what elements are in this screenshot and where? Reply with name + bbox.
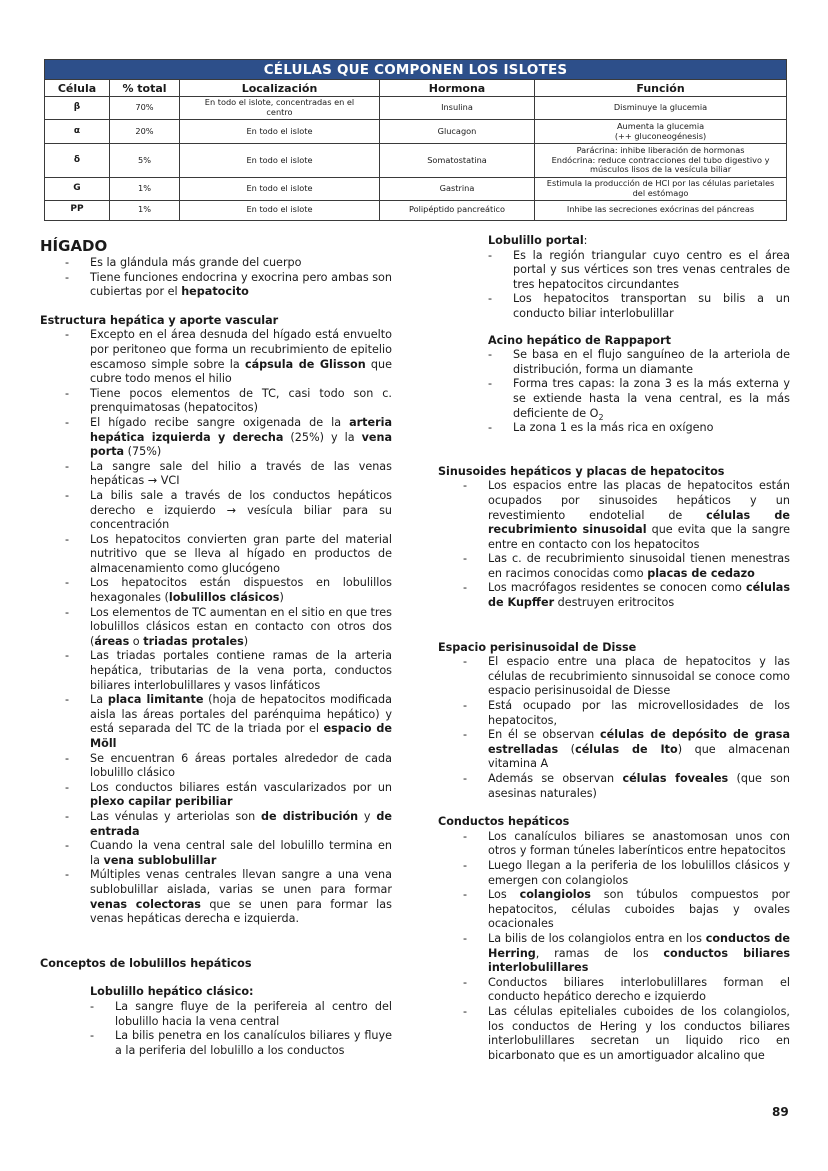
text: son túbulos compuestos por hepatocitos, células cuboides bajas y ovales ocacionales — [488, 888, 791, 931]
cell-function — [535, 178, 787, 201]
text: Se basa en el flujo sanguíneo de la arteriola de distribución, forma un diamante — [513, 348, 790, 376]
conductos-list — [438, 830, 790, 1064]
text: Los — [488, 888, 520, 902]
text: El hígado recibe sangre oxigenada de la — [90, 415, 350, 429]
text-line: Endócrina: reduce contracciones del tubo digestivo y — [551, 154, 770, 165]
cell-percent: 5% — [110, 144, 180, 178]
text: Cuando la vena central sale del lobulillo termina en la — [90, 839, 392, 867]
list-item — [438, 859, 790, 888]
bold-term: arteria hepática izquierda y derecha — [90, 415, 392, 444]
text: Los espacios entre las placas de hepatocitos están ocupados por sinusoides hepáticos y un revestimiento endotelial de — [488, 479, 790, 522]
text: La bilis penetra en los canalículos biliares y fluye a la periferia del lobulillo a los conductos — [115, 1029, 392, 1057]
text: ) — [279, 591, 284, 605]
text: La sangre sale del hilio a través de las venas hepáticas → VCI — [90, 459, 392, 488]
list-item — [438, 772, 790, 801]
cell-location — [180, 200, 380, 220]
bold-term: células foveales — [622, 772, 729, 785]
bold-term: placa limitante — [107, 693, 204, 707]
text: y — [358, 809, 377, 823]
left-column — [40, 237, 392, 1058]
bold-term: células de recubrimiento sinusoidal — [488, 508, 790, 537]
disse-list — [438, 655, 790, 801]
text: , ramas de los — [535, 946, 664, 960]
heading-lobulillo-portal — [438, 234, 790, 249]
text-line: En todo el islote — [246, 154, 313, 165]
list-item — [40, 810, 392, 839]
list-item — [40, 649, 392, 693]
bold-term: venas colectoras — [90, 897, 201, 911]
bold-term: plexo capilar peribiliar — [90, 795, 233, 809]
list-item — [438, 552, 790, 581]
lobulillo-clasico-list — [40, 1000, 392, 1058]
text: Conductos biliares interlobulillares forman el conducto hepático derecho e izquierdo — [488, 975, 790, 1004]
heading-conceptos: Conceptos de lobulillos hepáticos — [40, 956, 252, 970]
text: Excepto en el área desnuda del hígado está envuelto por peritoneo que forma un recubrimiento de epitelio escamoso simple sobre la — [90, 328, 392, 371]
bold-term: colangiolos — [519, 888, 591, 902]
list-item — [40, 256, 392, 271]
text: Se encuentran 6 áreas portales alrededor de cada lobulillo clásico — [90, 751, 392, 780]
cell-location — [180, 144, 380, 178]
cell-location — [180, 120, 380, 144]
text: Además se observan — [488, 772, 623, 785]
bold-term: de distribución — [261, 809, 359, 823]
list-item — [438, 830, 790, 859]
cell-type: α — [45, 120, 110, 144]
column-header: Hormona — [380, 80, 535, 97]
cell-type: G — [45, 178, 110, 201]
list-item — [40, 868, 392, 926]
text: En él se observan — [488, 728, 600, 742]
table-title-row — [45, 60, 787, 80]
cell-type: PP — [45, 200, 110, 220]
bold-term: de entrada — [90, 809, 392, 838]
column-header: Localización — [180, 80, 380, 97]
text: Luego llegan a la periferia de los lobulillos clásicos y emergen con colangiolos — [488, 858, 790, 887]
text: La bilis de los colangiolos entra en los — [488, 931, 706, 945]
list-item — [40, 752, 392, 781]
list-item — [438, 976, 790, 1005]
text: (hoja de hepatocitos modificada aisla las áreas portales del parénquima hepático) y está separada del TC de la triada por el — [90, 693, 392, 736]
column-header: Función — [535, 80, 787, 97]
bold-term: conductos de Herring — [488, 931, 791, 960]
list-item — [40, 489, 392, 533]
text: que evita que la sangre entre en contacto con los hepatocitos — [488, 523, 790, 551]
cell-hormone: Glucagon — [380, 120, 535, 144]
text: Las vénulas y arteriolas son — [90, 809, 262, 823]
text: Es la región triangular cuyo centro es el área portal y sus vértices son tres venas centrales de tres hepatocitos circundantes — [513, 248, 790, 291]
bold-term: lobulillos clásicos — [168, 591, 280, 605]
cell-hormone: Somatostatina — [380, 144, 535, 178]
portal-list — [438, 249, 790, 322]
cell-hormone: Insulina — [380, 97, 535, 120]
cell-percent: 70% — [110, 97, 180, 120]
text: Los hepatocitos convierten gran parte del material nutritivo que se lleva al hígado en productos de almacenamiento como glucógeno — [90, 532, 392, 575]
list-item — [40, 1000, 392, 1029]
text: (75%) — [124, 445, 162, 459]
text: destruyen eritrocitos — [554, 596, 675, 610]
cell-percent: 20% — [110, 120, 180, 144]
bold-term: hepatocito — [181, 285, 249, 299]
text: El espacio entre una placa de hepatocitos y las células de recubrimiento sinnusoidal se conoce como espacio perisinusoidal de Diesse — [488, 655, 790, 698]
heading-lobulillo-clasico: Lobulillo hepático clásico: — [90, 985, 254, 999]
text: que se unen para formar las venas hepáticas derecha e izquierda. — [90, 897, 392, 926]
page-number: 89 — [772, 1105, 789, 1119]
acino-list — [438, 348, 790, 436]
bold-term: placas de cedazo — [647, 566, 755, 580]
text: Tiene funciones endocrina y exocrina pero ambas son cubiertas por el — [90, 270, 392, 299]
subscript: 2 — [598, 412, 604, 422]
text: ) — [243, 634, 249, 648]
cell-function — [535, 144, 787, 178]
heading-text: Lobulillo portal — [488, 234, 584, 247]
section-title-higado: HÍGADO — [40, 237, 108, 255]
list-item — [40, 271, 392, 300]
list-item — [40, 460, 392, 489]
cell-location — [180, 178, 380, 201]
text-line: En todo el islote — [246, 204, 313, 215]
cell-hormone: Gastrina — [380, 178, 535, 201]
list-item — [40, 328, 392, 386]
bold-term: vena porta — [90, 430, 392, 459]
list-item — [40, 606, 392, 650]
table-row — [45, 144, 787, 178]
text: Forma tres capas: la zona 3 es la más externa y se extiende hasta la vena central, es la más deficiente de O — [513, 377, 790, 420]
list-item — [40, 533, 392, 577]
cell-type: δ — [45, 144, 110, 178]
text: (que son asesinas naturales) — [488, 772, 790, 800]
list-item — [438, 421, 790, 436]
list-item — [438, 581, 790, 610]
text: que cubre todo menos el hilio — [90, 357, 393, 386]
bold-term: espacio de Möll — [90, 722, 392, 750]
text-line: Parácrina: inhibe liberación de hormonas — [576, 144, 745, 155]
text-line: En todo el islote, concentradas en el — [204, 97, 355, 108]
text: Está ocupado por las microvellosidades de los hepatocitos, — [488, 699, 790, 727]
table-row — [45, 97, 787, 120]
cell-percent: 1% — [110, 200, 180, 220]
table-row — [45, 120, 787, 144]
text: Los hepatocitos están dispuestos en lobulillos hexagonales ( — [90, 576, 392, 605]
heading-conductos: Conductos hepáticos — [438, 815, 570, 829]
text: ) que almacenan vitamina A — [488, 742, 791, 771]
text-line: En todo el islote — [246, 182, 313, 193]
bold-term: áreas — [94, 634, 130, 648]
sinusoides-list — [438, 479, 790, 610]
list-item — [40, 1029, 392, 1058]
list-item — [438, 1005, 790, 1063]
cell-function — [535, 97, 787, 120]
text: Los hepatocitos transportan su bilis a un conducto biliar interlobulillar — [513, 292, 790, 320]
bold-term: células de depósito de grasa estrelladas — [488, 728, 790, 756]
text-line: músculos lisos de la vesícula biliar — [589, 164, 732, 175]
text-line: Inhibe las secreciones exócrinas del páncreas — [566, 204, 755, 215]
column-header: % total — [110, 80, 180, 97]
text-line: centro — [266, 107, 293, 117]
heading-suffix: : — [583, 234, 588, 247]
list-item — [438, 377, 790, 421]
list-item — [438, 699, 790, 728]
list-item — [438, 728, 790, 772]
text: Los macrófagos residentes se conocen como — [488, 581, 746, 595]
list-item — [40, 839, 392, 868]
bold-term: conductos biliares interlobulillares — [488, 946, 790, 975]
text: Múltiples venas centrales llevan sangre a una vena sublobulillar aislada, varias se unen para formar — [90, 868, 392, 896]
bold-term: triadas protales — [143, 634, 244, 648]
list-item — [438, 655, 790, 699]
text: La sangre fluye de la perifereia al centro del lobulillo hacia la vena central — [115, 999, 392, 1028]
islet-cells-table — [44, 59, 787, 221]
text: La — [90, 693, 108, 707]
text-line: del estómago — [632, 187, 689, 198]
text-line: (++ gluconeogénesis) — [614, 130, 707, 141]
heading-sinusoides: Sinusoides hepáticos y placas de hepatocitos — [438, 464, 725, 478]
heading-acino: Acino hepático de Rappaport — [488, 333, 671, 347]
estructura-list — [40, 328, 392, 926]
heading-disse: Espacio perisinusoidal de Disse — [438, 640, 637, 654]
text: (25%) y la — [283, 430, 362, 444]
table-row — [45, 200, 787, 220]
list-item — [438, 249, 790, 293]
list-item — [438, 888, 790, 932]
text: Las células epiteliales cuboides de los colangiolos, los conductos de Hering y los conductos biliares interlobulillares secretan un liquido rico en bicarbonato que es un amortiguador alcalino que — [488, 1004, 790, 1062]
cell-type: β — [45, 97, 110, 120]
cell-function — [535, 200, 787, 220]
text: Los elementos de TC aumentan en el sitio en que tres lobulillos clásicos estan en contacto con otros dos ( — [90, 605, 392, 648]
text-line: En todo el islote — [246, 125, 313, 136]
text-line: Estimula la producción de HCl por las células parietales — [546, 178, 775, 188]
bold-term: células de Ito — [575, 742, 678, 756]
text-line: Aumenta la glucemia — [616, 120, 705, 131]
text: Los conductos biliares están vascularizados por un — [90, 780, 392, 794]
text: Es la glándula más grande del cuerpo — [90, 256, 302, 269]
text: La zona 1 es la más rica en oxígeno — [513, 421, 714, 435]
bold-term: células de Kupffer — [488, 581, 790, 610]
text: Las c. de recubrimiento sinusoidal tienen menestras en racimos conocidas como — [488, 552, 790, 580]
list-item — [40, 781, 392, 810]
table-header-row — [45, 80, 787, 97]
table-row — [45, 178, 787, 201]
right-column — [438, 234, 790, 1063]
text: Las triadas portales contiene ramas de la arteria hepática, tributarias de la vena porta, conductos biliares interlobulillares y vasos linfáticos — [90, 649, 392, 692]
list-item — [438, 932, 790, 976]
cell-function — [535, 120, 787, 144]
text: Los canalículos biliares se anastomosan unos con otros y forman túneles laberínticos entre hepatocitos — [488, 829, 790, 858]
column-header: Célula — [45, 80, 110, 97]
text: La bilis sale a través de los conductos hepáticos derecho e izquierdo → vesícula biliar para su concentración — [90, 488, 392, 532]
bold-term: cápsula de Glisson — [244, 357, 366, 371]
cell-percent: 1% — [110, 178, 180, 201]
intro-list — [40, 256, 392, 300]
list-item — [438, 292, 790, 321]
text-line: Disminuye la glucemia — [613, 102, 708, 113]
heading-estructura: Estructura hepática y aporte vascular — [40, 313, 279, 327]
list-item — [40, 387, 392, 416]
list-item — [40, 693, 392, 751]
cell-location — [180, 97, 380, 120]
text: ( — [558, 742, 576, 756]
list-item — [40, 576, 392, 605]
list-item — [438, 348, 790, 377]
text: o — [129, 634, 144, 648]
list-item — [438, 479, 790, 552]
list-item — [40, 416, 392, 460]
text: Tiene pocos elementos de TC, casi todo son c. prenquimatosas (hepatocitos) — [90, 386, 392, 415]
table-title: CÉLULAS QUE COMPONEN LOS ISLOTES — [45, 60, 787, 80]
bold-term: vena sublobulillar — [103, 853, 217, 867]
cell-hormone: Polipéptido pancreático — [380, 200, 535, 220]
